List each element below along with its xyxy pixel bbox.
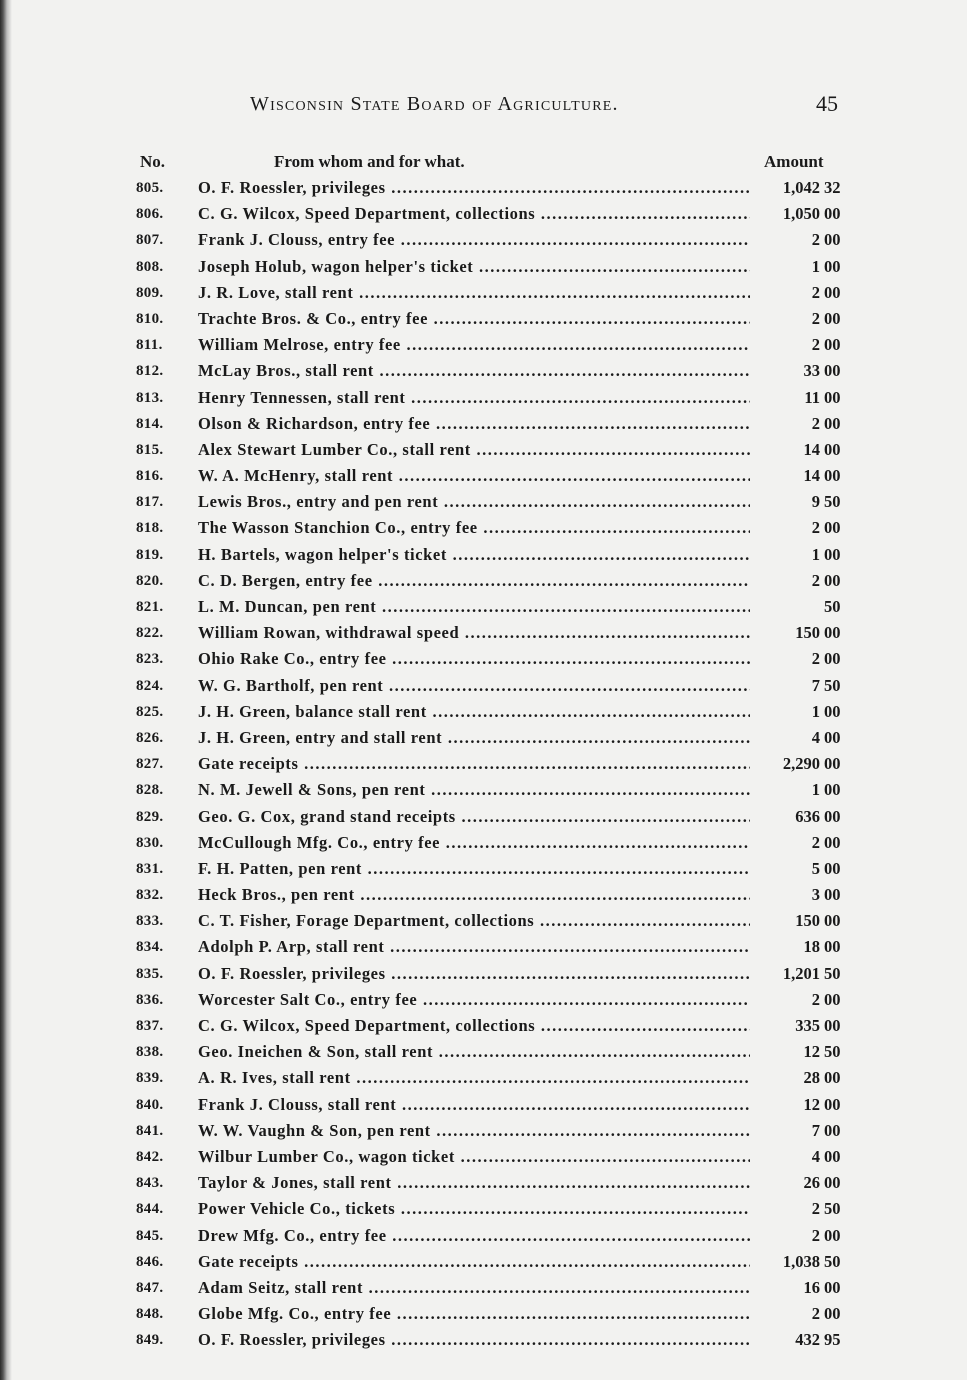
entry-description: The Wasson Stanchion Co., entry fee .....	[198, 515, 750, 541]
entry-amount-cents: 00	[824, 1068, 841, 1088]
running-header	[250, 93, 850, 123]
entry-description: Geo. G. Cox, grand stand receipts .....	[198, 804, 750, 830]
entry-amount-dollars: 2	[811, 989, 820, 1009]
entry-description: Frank J. Clouss, entry fee .....	[198, 227, 750, 253]
ledger-row	[136, 961, 848, 987]
entry-amount-cents: 32	[824, 178, 841, 197]
ledger-row	[136, 1170, 848, 1196]
entry-amount-dollars: 150	[795, 623, 820, 643]
ledger-row	[136, 1092, 848, 1118]
ledger-row	[136, 201, 848, 227]
entry-amount-dollars: 4	[811, 1146, 820, 1166]
entry-number: 809.	[136, 284, 164, 301]
entry-number: 838.	[136, 1044, 164, 1061]
entry-number: 833.	[136, 913, 164, 930]
entry-description: Alex Stewart Lumber Co., stall rent .....	[198, 437, 750, 463]
column-header-amount: Amount	[764, 152, 824, 171]
entry-description: Heck Bros., pen rent .....	[198, 882, 750, 908]
ledger-row	[136, 620, 848, 646]
entry-number: 827.	[136, 756, 164, 773]
entry-number: 807.	[136, 232, 164, 249]
entry-amount-dollars: 3	[811, 885, 820, 905]
entry-amount-dollars: 2	[811, 649, 820, 669]
entry-amount-dollars: 14	[803, 466, 820, 486]
entry-description: C. T. Fisher, Forage Department, collections .....	[198, 908, 750, 934]
ledger-row	[136, 777, 848, 803]
entry-amount-cents: 00	[824, 1120, 841, 1140]
entry-description: Power Vehicle Co., tickets .....	[198, 1196, 750, 1222]
entry-description: Frank J. Clouss, stall rent .....	[198, 1092, 750, 1118]
entry-amount-cents: 50	[824, 675, 841, 695]
entry-amount-cents: 00	[824, 754, 841, 774]
entry-amount-cents: 00	[824, 256, 841, 276]
entry-amount-dollars: 16	[803, 1277, 820, 1297]
ledger-row	[136, 437, 848, 463]
entry-description: O. F. Roessler, privileges .....	[198, 1327, 750, 1353]
entry-description: O. F. Roessler, privileges .....	[198, 175, 750, 201]
ledger-row	[136, 804, 848, 830]
ledger-row	[136, 646, 848, 672]
column-header-from: From whom and for what.	[274, 152, 465, 171]
ledger-row	[136, 489, 848, 515]
entry-amount-dollars: 150	[795, 911, 820, 931]
entry-number: 819.	[136, 546, 164, 563]
entry-amount-dollars: 335	[795, 1016, 820, 1035]
entry-number: 805.	[136, 180, 164, 196]
entry-amount-cents: 00	[824, 335, 841, 355]
entry-description: J. R. Love, stall rent .....	[198, 280, 750, 306]
entry-amount-dollars: 2	[811, 1225, 820, 1245]
ledger-row	[136, 411, 848, 437]
entry-description: J. H. Green, balance stall rent .....	[198, 699, 750, 725]
entry-amount-dollars: 1,050	[782, 204, 820, 224]
ledger-row	[136, 699, 848, 725]
entry-amount-cents: 00	[824, 361, 841, 381]
entry-amount-cents: 00	[824, 1146, 841, 1166]
entry-number: 831.	[136, 860, 164, 877]
entry-amount-cents: 00	[824, 780, 841, 800]
entry-description: Geo. Ineichen & Son, stall rent .....	[198, 1039, 750, 1065]
ledger-row	[136, 515, 848, 541]
ledger-row	[136, 227, 848, 253]
entry-description: C. D. Bergen, entry fee .....	[198, 568, 750, 594]
entry-amount-cents: 50	[824, 1251, 841, 1271]
entry-number: 818.	[136, 520, 164, 537]
entry-amount-dollars: 1,042	[782, 178, 820, 197]
ledger-row	[136, 830, 848, 856]
entry-amount-cents: 50	[824, 1199, 841, 1219]
page-binding-edge	[0, 0, 12, 1380]
entry-description: O. F. Roessler, privileges .....	[198, 961, 750, 987]
ledger-row	[136, 463, 848, 489]
entry-amount-dollars: 1,201	[782, 963, 820, 983]
entry-amount-cents: 00	[824, 623, 841, 643]
page-title: Wisconsin State Board of Agriculture.	[250, 93, 619, 115]
entry-number: 847.	[136, 1279, 164, 1296]
ledger-row	[136, 1065, 848, 1091]
entry-description: William Melrose, entry fee .....	[198, 332, 750, 358]
entry-amount-cents: 00	[824, 937, 841, 957]
entry-amount-cents: 00	[824, 308, 841, 328]
entry-description: Henry Tennessen, stall rent .....	[198, 385, 750, 411]
ledger-row	[136, 594, 848, 620]
entry-amount-dollars: 2	[811, 518, 820, 538]
entry-number: 846.	[136, 1253, 164, 1270]
ledger-row	[136, 175, 848, 201]
entry-amount-dollars: 1	[811, 780, 820, 800]
entry-amount-dollars: 33	[803, 361, 820, 381]
entry-description: L. M. Duncan, pen rent .....	[198, 594, 750, 620]
entry-amount-dollars: 18	[803, 937, 820, 957]
entry-amount-dollars: 14	[803, 439, 820, 459]
ledger-row	[136, 280, 848, 306]
entry-number: 814.	[136, 415, 164, 432]
entry-amount-dollars: 432	[795, 1330, 820, 1350]
entry-description: Taylor & Jones, stall rent .....	[198, 1170, 750, 1196]
entry-amount-dollars: 12	[803, 1094, 820, 1114]
entry-description: Gate receipts .....	[198, 751, 750, 777]
entry-description: Adam Seitz, stall rent .....	[198, 1275, 750, 1301]
entry-number: 848.	[136, 1306, 164, 1323]
entry-amount-cents: 00	[824, 466, 841, 486]
entry-number: 813.	[136, 389, 164, 406]
ledger-row	[136, 1013, 848, 1039]
ledger-row	[136, 1223, 848, 1249]
entry-number: 829.	[136, 808, 164, 825]
entry-amount-dollars: 2	[811, 413, 820, 433]
entry-description: Wilbur Lumber Co., wagon ticket .....	[198, 1144, 750, 1170]
ledger-row	[136, 1249, 848, 1275]
entry-amount-cents: 00	[824, 1225, 841, 1245]
entry-amount-dollars: 28	[803, 1068, 820, 1088]
entry-description: W. A. McHenry, stall rent .....	[198, 463, 750, 489]
entry-description: Worcester Salt Co., entry fee .....	[198, 987, 750, 1013]
entry-number: 843.	[136, 1175, 164, 1192]
ledger-row	[136, 1144, 848, 1170]
entry-description: W. W. Vaughn & Son, pen rent .....	[198, 1118, 750, 1144]
ledger-row	[136, 856, 848, 882]
ledger-row	[136, 673, 848, 699]
ledger-row	[136, 358, 848, 384]
entry-amount-dollars: 2	[811, 335, 820, 355]
entry-description: McCullough Mfg. Co., entry fee .....	[198, 830, 750, 856]
entry-description: Lewis Bros., entry and pen rent .....	[198, 489, 750, 515]
entry-amount-dollars: 5	[811, 858, 820, 878]
entry-number: 810.	[136, 310, 164, 327]
ledger-row	[136, 882, 848, 908]
entry-amount-cents: 00	[824, 911, 841, 931]
entry-number: 824.	[136, 677, 164, 694]
ledger-row	[136, 306, 848, 332]
entry-description: William Rowan, withdrawal speed .....	[198, 620, 750, 646]
entry-number: 808.	[136, 258, 164, 275]
entry-amount-cents: 00	[824, 518, 841, 538]
entry-description: Adolph P. Arp, stall rent .....	[198, 934, 750, 960]
entry-amount-cents: 00	[824, 387, 841, 407]
entry-description: J. H. Green, entry and stall rent .....	[198, 725, 750, 751]
entry-amount-dollars: 636	[795, 806, 820, 826]
entry-amount-cents: 00	[824, 544, 841, 564]
entry-amount-cents: 50	[824, 492, 841, 512]
ledger-row	[136, 1327, 848, 1353]
entry-amount-dollars: 11	[804, 387, 820, 407]
entry-amount-cents: 50	[824, 1042, 841, 1062]
entry-description: C. G. Wilcox, Speed Department, collections .....	[198, 201, 750, 227]
entry-number: 834.	[136, 939, 164, 956]
entry-description: Globe Mfg. Co., entry fee .....	[198, 1301, 750, 1327]
entry-amount-dollars: 2	[811, 1304, 820, 1324]
entry-amount-cents: 00	[824, 570, 841, 590]
entry-description: A. R. Ives, stall rent .....	[198, 1065, 750, 1091]
ledger-row	[136, 385, 848, 411]
entry-amount-cents: 00	[824, 439, 841, 459]
entry-description: Drew Mfg. Co., entry fee .....	[198, 1223, 750, 1249]
entry-number: 844.	[136, 1201, 164, 1218]
ledger-row	[136, 751, 848, 777]
entry-amount-dollars: 1	[811, 701, 820, 721]
entry-amount-dollars: 2	[811, 282, 820, 302]
entry-number: 822.	[136, 625, 164, 642]
entry-amount-dollars: 2	[811, 308, 820, 328]
entry-amount-dollars: 2	[811, 1199, 820, 1219]
ledger-row	[136, 1039, 848, 1065]
entry-amount-dollars: 1	[811, 256, 820, 276]
entry-amount-cents: 00	[824, 230, 841, 250]
entry-description: Ohio Rake Co., entry fee .....	[198, 646, 750, 672]
entry-amount-dollars: 7	[811, 1120, 820, 1140]
entry-amount-cents: 00	[824, 204, 841, 224]
ledger-row	[136, 1196, 848, 1222]
entry-description: W. G. Bartholf, pen rent .....	[198, 673, 750, 699]
entry-amount-dollars: 26	[803, 1173, 820, 1193]
entry-amount-cents: 00	[824, 1277, 841, 1297]
ledger-row	[136, 254, 848, 280]
entry-amount-dollars: 2,290	[782, 754, 820, 774]
entry-amount-cents: 00	[824, 1016, 841, 1035]
ledger-row	[136, 725, 848, 751]
entry-amount-cents: 00	[824, 282, 841, 302]
entry-amount-cents: 00	[824, 649, 841, 669]
entry-description: F. H. Patten, pen rent .....	[198, 856, 750, 882]
entry-number: 811.	[136, 337, 163, 354]
ledger-row	[136, 542, 848, 568]
entry-amount-dollars: 7	[811, 675, 820, 695]
entry-number: 832.	[136, 887, 164, 904]
ledger-row	[136, 908, 848, 934]
entry-amount-cents: 00	[824, 1304, 841, 1324]
entry-number: 806.	[136, 206, 164, 223]
entry-amount-dollars: 4	[811, 727, 820, 747]
entry-amount-dollars: 9	[811, 492, 820, 512]
entry-description: Trachte Bros. & Co., entry fee .....	[198, 306, 750, 332]
entry-number: 836.	[136, 991, 164, 1008]
entry-number: 842.	[136, 1148, 164, 1165]
entry-description: H. Bartels, wagon helper's ticket .....	[198, 542, 750, 568]
ledger-row	[136, 987, 848, 1013]
entry-amount-cents: 00	[824, 727, 841, 747]
entry-number: 839.	[136, 1070, 164, 1087]
entry-description: Gate receipts .....	[198, 1249, 750, 1275]
ledger-row	[136, 1118, 848, 1144]
entry-number: 815.	[136, 441, 164, 458]
entry-number: 826.	[136, 729, 164, 746]
ledger-row	[136, 568, 848, 594]
entry-amount-cents: 00	[824, 989, 841, 1009]
entry-amount-dollars: 12	[803, 1042, 820, 1062]
ledger-row	[136, 934, 848, 960]
entry-number: 823.	[136, 651, 164, 668]
entry-number: 837.	[136, 1018, 164, 1034]
entry-amount-cents: 95	[824, 1330, 841, 1350]
ledger-entries	[136, 175, 848, 1353]
entry-description: Olson & Richardson, entry fee .....	[198, 411, 750, 437]
entry-number: 830.	[136, 834, 164, 851]
entry-amount-dollars: 2	[811, 570, 820, 590]
entry-amount-dollars: 2	[811, 230, 820, 250]
entry-number: 845.	[136, 1227, 164, 1244]
entry-description: Joseph Holub, wagon helper's ticket .....	[198, 254, 750, 280]
page-number: 45	[816, 91, 838, 116]
entry-number: 849.	[136, 1332, 164, 1349]
entry-amount-cents: 50	[824, 963, 841, 983]
entry-number: 817.	[136, 494, 164, 511]
entry-number: 820.	[136, 572, 164, 589]
ledger-row	[136, 1301, 848, 1327]
entry-number: 816.	[136, 468, 164, 485]
entry-amount-cents: 00	[824, 1094, 841, 1114]
entry-amount-cents: 00	[824, 701, 841, 721]
entry-amount-cents: 00	[824, 832, 841, 852]
entry-description: McLay Bros., stall rent .....	[198, 358, 750, 384]
entry-number: 840.	[136, 1096, 164, 1113]
entry-amount-dollars: 2	[811, 832, 820, 852]
entry-number: 825.	[136, 703, 164, 720]
ledger-row	[136, 332, 848, 358]
entry-description: C. G. Wilcox, Speed Department, collections .....	[198, 1013, 750, 1039]
entry-number: 841.	[136, 1122, 164, 1139]
entry-amount-cents: 00	[824, 1173, 841, 1193]
ledger-row	[136, 1275, 848, 1301]
entry-number: 821.	[136, 599, 164, 615]
entry-amount-cents: 50	[824, 597, 841, 616]
entry-amount-cents: 00	[824, 806, 841, 826]
entry-amount-dollars: 1,038	[782, 1251, 820, 1271]
entry-description: N. M. Jewell & Sons, pen rent .....	[198, 777, 750, 803]
column-header-no: No.	[140, 152, 166, 171]
entry-number: 835.	[136, 965, 164, 982]
entry-amount-dollars: 1	[811, 544, 820, 564]
entry-amount-cents: 00	[824, 413, 841, 433]
entry-number: 828.	[136, 782, 164, 799]
entry-number: 812.	[136, 363, 164, 380]
entry-amount-cents: 00	[824, 885, 841, 905]
entry-amount-cents: 00	[824, 858, 841, 878]
